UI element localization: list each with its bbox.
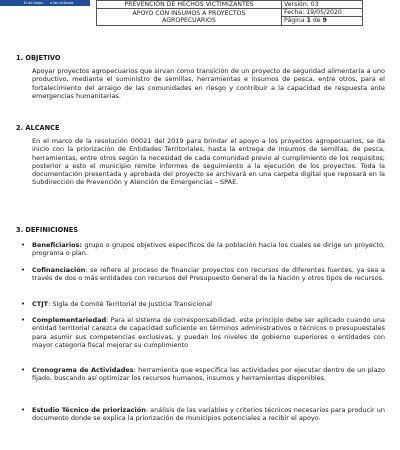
date-label: Fecha: 19/05/2020 [282, 9, 363, 17]
section-body-alcance: En el marco de la resolución 00021 del 2019 para brindar el apoyo a los proyectos agropecuarios, se da inicio con la priorización de Entidades Territoriales, hasta la entrega de insumos de semillas, de pesca, herramientas, entre otros según la necesidad de cada comunidad previo al cumplimiento de los requisitos; posterior a esto el municipio remite informes de seguimiento a la ejecución de los proyectos. Toda la documentación presentada y aprobada del proyecto se archivará en una carpeta digital que reposará en la Subdirección de Prevención y Atención de Emergencias – SPAE. [32, 137, 385, 187]
definition-term: Beneficiarios: [32, 241, 83, 249]
section-title-definiciones: 3. DEFINICIONES [16, 226, 78, 234]
page-current: 1 [306, 17, 311, 25]
definition-text: : Para el sistema de corresponsabilidad, este principio debe ser aplicado cuando una entidad territorial carezca de capacidad suficiente en términos administrativos o técnicos o presupuestales para asumir sus competencias exclusivas, y puedan los niveles de gobierno superiores o entidades con mayor categoría fiscal mejorar su cumplimiento [32, 316, 385, 349]
process-name: PREVENCIÓN DE HECHOS VICTIMIZANTES [97, 1, 282, 9]
procedure-name-line2: AGROPECUARIOS [162, 16, 216, 24]
bullet-icon: • [21, 366, 26, 374]
definition-term: Estudio Técnico de priorización [32, 406, 146, 414]
bullet-icon: • [21, 241, 26, 249]
definition-text: grupo o grupos objetivos específicos de la población hacia los cuales se dirige un proyecto, programa o plan. [32, 241, 385, 258]
definition-item [21, 241, 385, 258]
logo-text-2: a las víctimas [49, 1, 74, 5]
logo-text-1: El de todos [24, 1, 43, 5]
definition-text: : análisis de las variables y criterios técnicos necesarios para producir un documento donde se explica la priorización de municipios potenciales a recibir el apoyo. [32, 406, 386, 423]
procedure-name [97, 9, 282, 25]
definition-text: : herramienta que especifica las actividades por ejecutar dentro de un plazo fijado, buscando así optimizar los recursos humanos, insumos y herramientas disponibles. [32, 366, 385, 383]
bullet-icon: • [21, 300, 26, 308]
bullet-icon: • [21, 316, 26, 324]
section-title-alcance: 2. ALCANCE [16, 124, 60, 132]
definition-term: Cronograma de Actividades [32, 366, 134, 374]
definition-item [21, 406, 386, 423]
definition-term: Cofinanciación [32, 266, 86, 274]
page-label [282, 17, 363, 25]
bullet-icon: • [21, 266, 26, 274]
definition-term: Complementariedad [32, 316, 107, 324]
bullet-icon: • [21, 406, 26, 414]
definition-text: : se refiere al proceso de financiar proyectos con recursos de diferentes fuentes, ya sea a través de dos o más entidades con recursos del Presupuesto General de la Nación y otros tipos de recursos. [32, 266, 385, 283]
document-header [0, 0, 400, 34]
definition-text: : Sigla de Comité Territorial de Justicia Transicional [48, 300, 213, 308]
definition-item [21, 366, 385, 383]
page-prefix: Página [284, 17, 307, 25]
definition-item [21, 266, 385, 283]
version-label: Versión: 03 [282, 1, 363, 9]
header-table [96, 0, 363, 26]
definition-item [21, 316, 385, 349]
section-title-objetivo: 1. OBJETIVO [16, 54, 61, 62]
definition-term: CTJT [32, 300, 49, 308]
institution-logo [0, 0, 90, 6]
section-body-objetivo: Apoyar proyectos agropecuarios que sirvan como transición de un proyecto de seguridad alimentaria a uno productivo, mediante el suministro de semillas, herramientas e insumos de pesca, entre otros, para el fortalecimiento del arraigo de las comunidades en riesgo y contribuir a la capacidad de respuesta ante emergencias humanitarias. [32, 67, 385, 100]
procedure-name-line1: APOYO CON INSUMOS A PROYECTOS [132, 9, 246, 17]
definition-item [21, 300, 385, 308]
page-mid: de [310, 17, 323, 25]
page-total: 9 [322, 17, 327, 25]
